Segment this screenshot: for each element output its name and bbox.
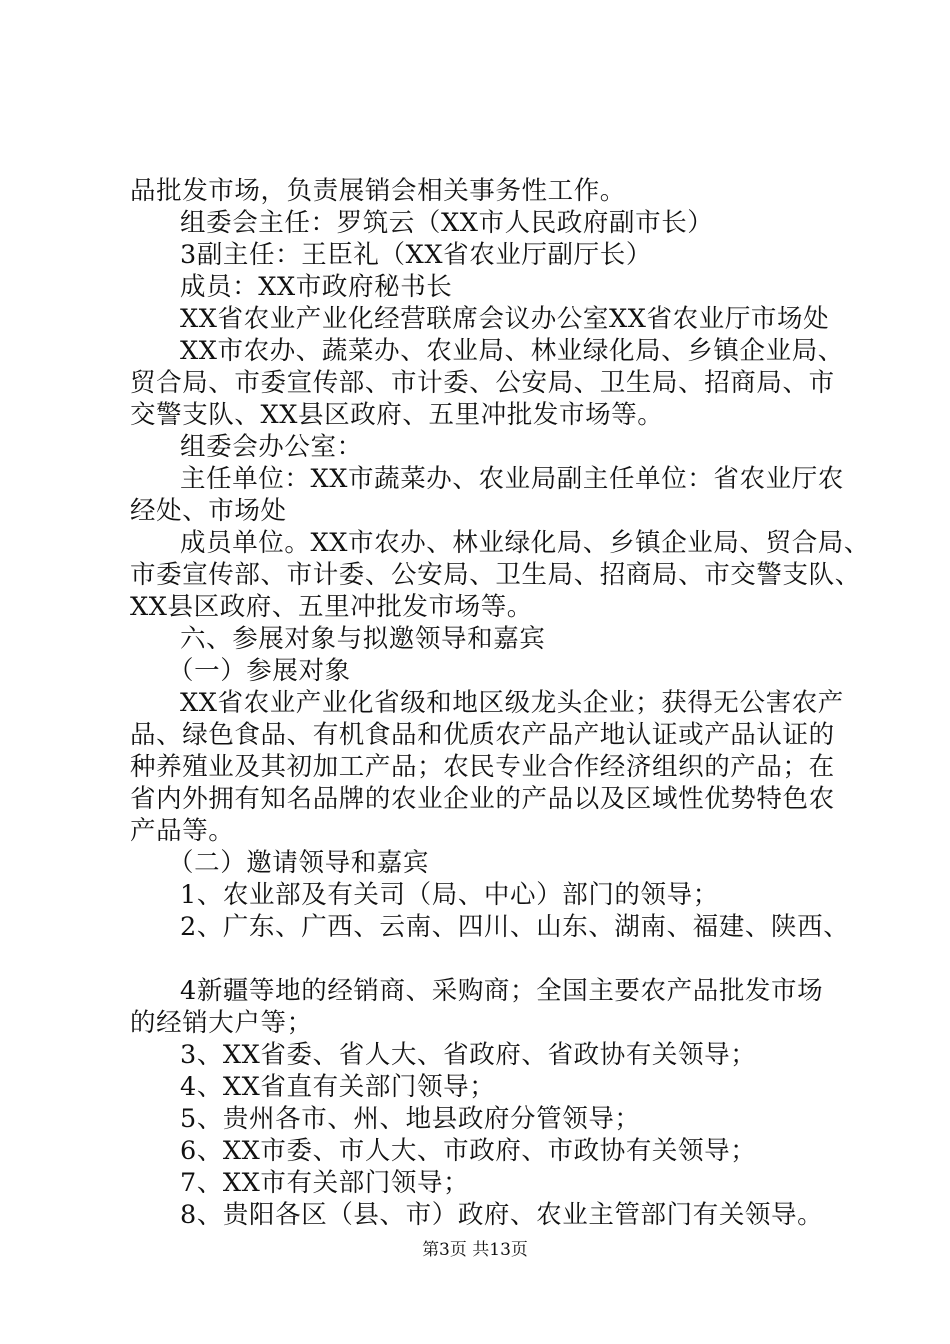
list-item: 3、XX省委、省人大、省政府、省政协有关领导； [180, 1040, 757, 1070]
text-line: 经处、市场处 [130, 496, 287, 526]
text-line: 成员单位。XX市农办、林业绿化局、乡镇企业局、贸合局、 [180, 528, 871, 558]
text-line: 省内外拥有知名品牌的农业企业的产品以及区域性优势特色农 [130, 784, 835, 814]
text-line: 品批发市场，负责展销会相关事务性工作。 [130, 176, 626, 206]
text-line: 主任单位：XX市蔬菜办、农业局副主任单位：省农业厅农 [180, 464, 844, 494]
text-line: 市委宣传部、市计委、公安局、卫生局、招商局、市交警支队、 [130, 560, 861, 590]
text-line: 4新疆等地的经销商、采购商；全国主要农产品批发市场 [180, 976, 824, 1006]
text-line: 组委会主任：罗筑云（XX市人民政府副市长） [180, 208, 714, 238]
text-line: XX县区政府、五里冲批发市场等。 [130, 592, 533, 622]
text-line: XX省农业产业化省级和地区级龙头企业；获得无公害农产 [180, 688, 844, 718]
subsection-heading: （二）邀请领导和嘉宾 [168, 848, 430, 878]
text-line: 产品等。 [130, 816, 235, 846]
subsection-heading: （一）参展对象 [168, 656, 351, 686]
list-item: 5、贵州各市、州、地县政府分管领导； [180, 1104, 641, 1134]
section-heading: 六、参展对象与拟邀领导和嘉宾 [180, 624, 546, 654]
text-line: XX市农办、蔬菜办、农业局、林业绿化局、乡镇企业局、 [180, 336, 844, 366]
list-item: 8、贵阳各区（县、市）政府、农业主管部门有关领导。 [180, 1200, 824, 1230]
text-line: 品、绿色食品、有机食品和优质农产品产地认证或产品认证的 [130, 720, 835, 750]
text-line: 的经销大户等； [130, 1008, 313, 1038]
text-line: XX省农业产业化经营联席会议办公室XX省农业厅市场处 [180, 304, 830, 334]
list-item: 7、XX市有关部门领导； [180, 1168, 470, 1198]
list-item: 1、农业部及有关司（局、中心）部门的领导； [180, 880, 719, 910]
text-line: 成员：XX市政府秘书长 [180, 272, 453, 302]
list-item: 2、广东、广西、云南、四川、山东、湖南、福建、陕西、 [180, 912, 850, 942]
text-line: 3副主任：王臣礼（XX省农业厅副厅长） [180, 240, 652, 270]
text-line: 种养殖业及其初加工产品；农民专业合作经济组织的产品；在 [130, 752, 835, 782]
page-number-footer: 第3页 共13页 [422, 1240, 528, 1260]
list-item: 6、XX市委、市人大、市政府、市政协有关领导； [180, 1136, 757, 1166]
text-line: 交警支队、XX县区政府、五里冲批发市场等。 [130, 400, 664, 430]
list-item: 4、XX省直有关部门领导； [180, 1072, 496, 1102]
text-line: 组委会办公室： [180, 432, 363, 462]
text-line: 贸合局、市委宣传部、市计委、公安局、卫生局、招商局、市 [130, 368, 835, 398]
